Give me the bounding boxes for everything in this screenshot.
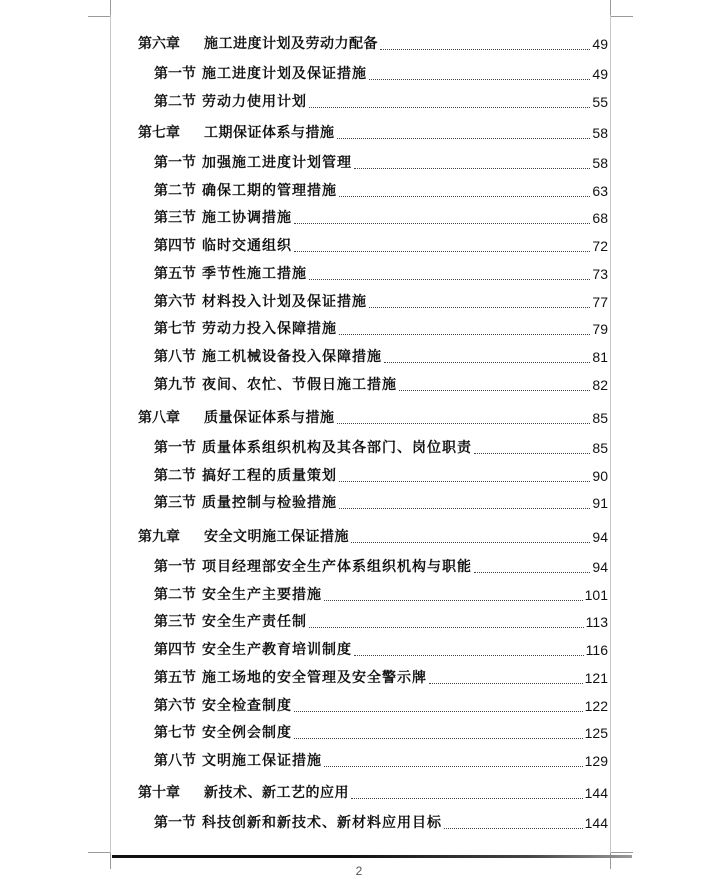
toc-entry-label: 第一节 <box>154 155 196 171</box>
dot-leader <box>324 765 583 767</box>
dot-leader <box>399 389 590 391</box>
dot-leader <box>474 571 590 573</box>
toc-section-entry[interactable] <box>154 259 608 283</box>
toc-entry-title: 季节性施工措施 <box>202 265 307 282</box>
toc-section-entry[interactable] <box>154 461 608 485</box>
toc-section-entry[interactable] <box>154 433 608 457</box>
toc-entry-label: 第八章 <box>138 410 180 426</box>
toc-entry-label: 第二节 <box>154 467 196 484</box>
toc-entry-page-number: 144 <box>584 815 608 831</box>
toc-entry-label: 第七章 <box>138 125 180 141</box>
toc-section-entry[interactable] <box>154 746 608 770</box>
toc-entry-label: 第一节 <box>154 815 196 831</box>
toc-entry-label: 第四节 <box>154 238 196 255</box>
toc-section-entry[interactable] <box>154 663 608 687</box>
toc-section-entry[interactable] <box>154 691 608 715</box>
toc-entry-title: 安全检查制度 <box>202 697 292 714</box>
toc-entry-label: 第二节 <box>154 93 196 110</box>
dot-leader <box>339 333 590 335</box>
toc-entry-title: 劳动力投入保障措施 <box>202 321 337 338</box>
dot-leader <box>474 452 590 454</box>
dot-leader <box>354 654 584 656</box>
toc-entry-label: 第七节 <box>154 725 196 742</box>
toc-entry-page-number: 122 <box>584 697 608 714</box>
toc-chapter-entry[interactable] <box>138 29 608 53</box>
toc-entry-title: 质量体系组织机构及其各部门、岗位职责 <box>202 440 472 456</box>
toc-entry-title: 施工机械设备投入保障措施 <box>202 348 382 365</box>
toc-entry-title: 科技创新和新技术、新材料应用目标 <box>202 815 442 831</box>
toc-entry-label: 第三节 <box>154 614 196 631</box>
toc-entry-page-number: 129 <box>584 752 608 769</box>
toc-entry-page-number: 79 <box>592 321 608 338</box>
toc-entry-title: 安全生产主要措施 <box>202 586 322 603</box>
toc-entry-title: 新技术、新工艺的应用 <box>204 785 349 801</box>
toc-entry-label: 第五节 <box>154 265 196 282</box>
dot-leader <box>294 737 583 739</box>
toc-section-entry[interactable] <box>154 808 608 832</box>
dot-leader <box>354 167 590 169</box>
dot-leader <box>339 480 590 482</box>
crop-mark-top-right <box>610 0 633 17</box>
toc-entry-label: 第五节 <box>154 669 196 686</box>
toc-section-entry[interactable] <box>154 148 608 172</box>
dot-leader <box>294 250 590 252</box>
toc-entry-title: 劳动力使用计划 <box>202 93 307 110</box>
toc-entry-page-number: 55 <box>592 93 608 110</box>
toc-entry-title: 施工协调措施 <box>202 210 292 227</box>
dot-leader <box>339 507 590 509</box>
toc-entry-page-number: 85 <box>592 440 608 456</box>
toc-entry-page-number: 49 <box>592 36 608 52</box>
toc-entry-page-number: 121 <box>584 669 608 686</box>
toc-entry-page-number: 144 <box>584 785 608 801</box>
dot-leader <box>429 682 583 684</box>
toc-entry-label: 第一节 <box>154 440 196 456</box>
toc-section-entry[interactable] <box>154 203 608 227</box>
toc-section-entry[interactable] <box>154 176 608 200</box>
dot-leader <box>324 599 583 601</box>
toc-entry-page-number: 58 <box>592 155 608 171</box>
toc-entry-page-number: 90 <box>592 467 608 484</box>
footer-divider <box>112 855 632 858</box>
toc-entry-page-number: 77 <box>592 293 608 310</box>
toc-entry-label: 第八节 <box>154 348 196 365</box>
toc-entry-page-number: 72 <box>592 238 608 255</box>
toc-entry-title: 安全例会制度 <box>202 725 292 742</box>
dot-leader <box>444 827 583 829</box>
toc-entry-page-number: 63 <box>592 182 608 199</box>
toc-entry-title: 质量控制与检验措施 <box>202 495 337 512</box>
dot-leader <box>337 137 591 139</box>
toc-entry-page-number: 81 <box>592 348 608 365</box>
toc-entry-title: 工期保证体系与措施 <box>204 125 335 141</box>
toc-section-entry[interactable] <box>154 635 608 659</box>
toc-section-entry[interactable] <box>154 488 608 512</box>
crop-mark-top-left <box>88 0 111 17</box>
toc-entry-page-number: 94 <box>592 559 608 575</box>
toc-chapter-entry[interactable] <box>138 522 608 546</box>
toc-entry-label: 第八节 <box>154 752 196 769</box>
toc-entry-label: 第三节 <box>154 495 196 512</box>
toc-entry-page-number: 94 <box>592 529 608 545</box>
toc-entry-title: 安全生产责任制 <box>202 614 307 631</box>
toc-section-entry[interactable] <box>154 718 608 742</box>
toc-entry-title: 施工场地的安全管理及安全警示牌 <box>202 669 427 686</box>
dot-leader <box>351 541 590 543</box>
dot-leader <box>309 106 590 108</box>
toc-section-entry[interactable] <box>154 59 608 83</box>
toc-entry-label: 第一节 <box>154 559 196 575</box>
toc-section-entry[interactable] <box>154 342 608 366</box>
toc-section-entry[interactable] <box>154 552 608 576</box>
toc-section-entry[interactable] <box>154 231 608 255</box>
toc-entry-page-number: 68 <box>592 210 608 227</box>
toc-chapter-entry[interactable] <box>138 403 608 427</box>
toc-entry-title: 加强施工进度计划管理 <box>202 155 352 171</box>
toc-entry-label: 第六节 <box>154 293 196 310</box>
toc-entry-label: 第九章 <box>138 529 180 545</box>
toc-entry-page-number: 85 <box>592 410 608 426</box>
toc-entry-page-number: 73 <box>592 265 608 282</box>
toc-section-entry[interactable] <box>154 580 608 604</box>
toc-section-entry[interactable] <box>154 607 608 631</box>
toc-entry-page-number: 113 <box>585 614 608 631</box>
toc-entry-page-number: 82 <box>592 376 608 393</box>
toc-entry-label: 第二节 <box>154 182 196 199</box>
dot-leader <box>351 797 583 799</box>
toc-entry-title: 文明施工保证措施 <box>202 752 322 769</box>
toc-entry-label: 第十章 <box>138 785 180 801</box>
toc-entry-page-number: 125 <box>584 725 608 742</box>
toc-entry-label: 第四节 <box>154 642 196 659</box>
dot-leader <box>337 422 591 424</box>
toc-entry-title: 安全文明施工保证措施 <box>204 529 349 545</box>
toc-entry-label: 第一节 <box>154 66 196 82</box>
toc-chapter-entry[interactable] <box>138 118 608 142</box>
page-number: 2 <box>355 864 363 878</box>
toc-entry-label: 第七节 <box>154 321 196 338</box>
toc-entry-title: 临时交通组织 <box>202 238 292 255</box>
toc-entry-title: 施工进度计划及劳动力配备 <box>204 36 378 52</box>
toc-entry-label: 第二节 <box>154 586 196 603</box>
toc-entry-label: 第三节 <box>154 210 196 227</box>
text-boundary-left <box>110 15 111 853</box>
toc-entry-title: 夜间、农忙、节假日施工措施 <box>202 376 397 393</box>
toc-entry-label: 第六节 <box>154 697 196 714</box>
dot-leader <box>309 278 590 280</box>
toc-entry-label: 第六章 <box>138 36 180 52</box>
dot-leader <box>294 222 590 224</box>
dot-leader <box>369 306 590 308</box>
toc-entry-title: 确保工期的管理措施 <box>202 182 337 199</box>
toc-chapter-entry[interactable] <box>138 778 608 802</box>
toc-entry-page-number: 91 <box>592 495 608 512</box>
dot-leader <box>294 710 583 712</box>
toc-entry-page-number: 49 <box>592 66 608 82</box>
toc-entry-title: 施工进度计划及保证措施 <box>202 66 367 82</box>
toc-entry-title: 安全生产教育培训制度 <box>202 642 352 659</box>
toc-entry-title: 材料投入计划及保证措施 <box>202 293 367 310</box>
toc-entry-page-number: 58 <box>592 125 608 141</box>
toc-entry-title: 搞好工程的质量策划 <box>202 467 337 484</box>
toc-section-entry[interactable] <box>154 314 608 338</box>
dot-leader <box>369 78 590 80</box>
toc-entry-page-number: 116 <box>585 642 608 659</box>
toc-entry-label: 第九节 <box>154 376 196 393</box>
dot-leader <box>384 361 590 363</box>
dot-leader <box>309 626 584 628</box>
toc-section-entry[interactable] <box>154 370 608 394</box>
toc-entry-title: 质量保证体系与措施 <box>204 410 335 426</box>
toc-entry-title: 项目经理部安全生产体系组织机构与职能 <box>202 559 472 575</box>
toc-section-entry[interactable] <box>154 287 608 311</box>
toc-section-entry[interactable] <box>154 87 608 111</box>
dot-leader <box>380 48 590 50</box>
text-boundary-right <box>610 15 611 853</box>
dot-leader <box>339 195 590 197</box>
toc-entry-page-number: 101 <box>584 586 608 603</box>
